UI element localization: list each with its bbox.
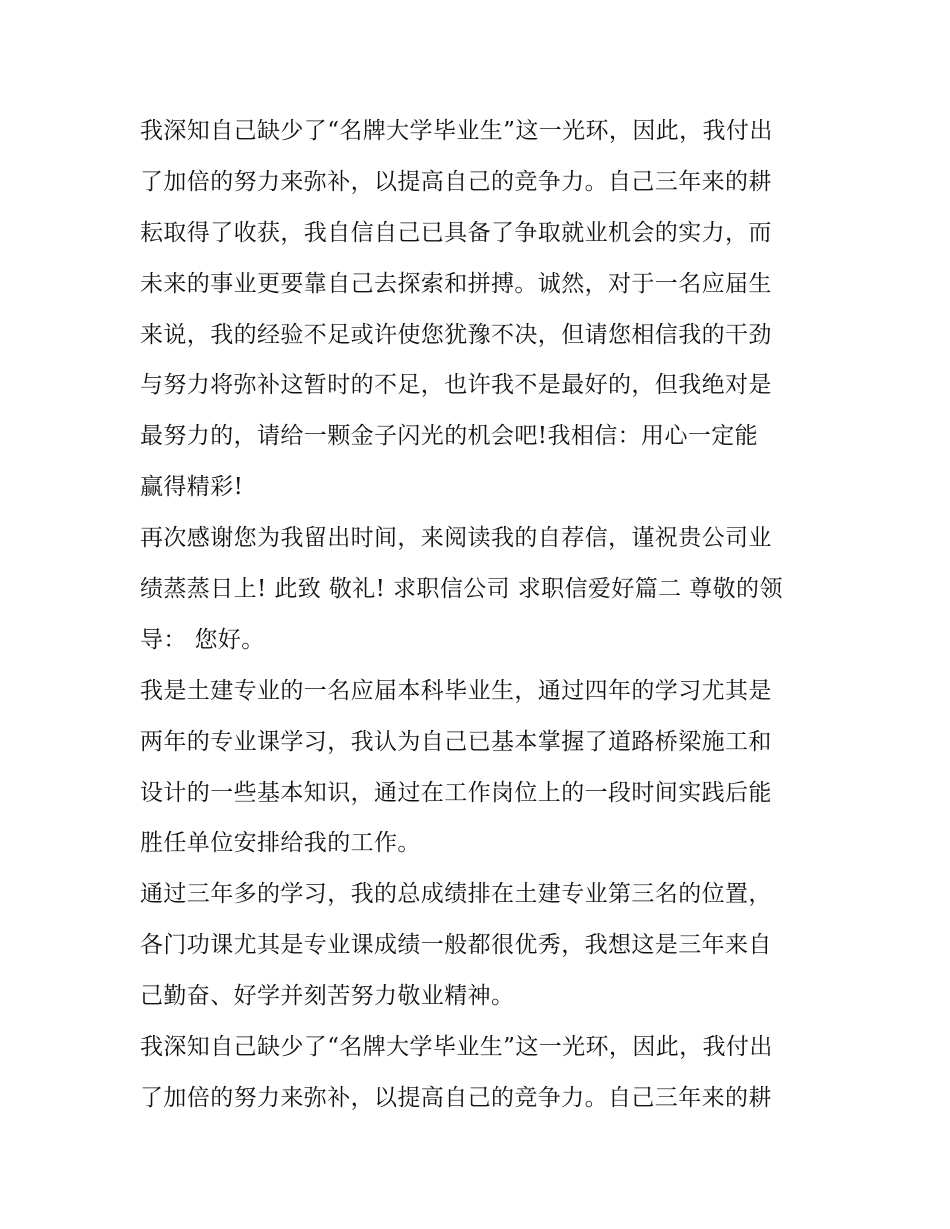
- text-line: 设计的一些基本知识，通过在工作岗位上的一段时间实践后能: [140, 779, 772, 806]
- document-body: [140, 106, 812, 1124]
- text-line: 再次感谢您为我留出时间，来阅读我的自荐信，谨祝贵公司业: [140, 525, 772, 552]
- text-line: 己勤奋、好学并刻苦努力敬业精神。: [140, 983, 515, 1010]
- text-line: 导： 您好。: [140, 626, 265, 653]
- text-line: 与努力将弥补这暂时的不足，也许我不是最好的，但我绝对是: [140, 372, 772, 399]
- text-line: 耘取得了收获，我自信自己已具备了争取就业机会的实力，而: [140, 219, 772, 246]
- text-line: 未来的事业更要靠自己去探索和拼搏。诚然，对于一名应届生: [140, 270, 772, 297]
- text-line: 来说，我的经验不足或许使您犹豫不决，但请您相信我的干劲: [140, 321, 772, 348]
- text-line: 我是土建专业的一名应届本科毕业生，通过四年的学习尤其是: [140, 677, 772, 704]
- text-line: 我深知自己缺少了“名牌大学毕业生”这一光环，因此，我付出: [140, 1034, 773, 1061]
- text-line: 赢得精彩!: [140, 474, 244, 501]
- text-line: 通过三年多的学习，我的总成绩排在土建专业第三名的位置，: [140, 881, 772, 908]
- paragraph-5: [140, 1022, 812, 1124]
- text-line: 了加倍的努力来弥补，以提高自己的竞争力。自己三年来的耕: [140, 1084, 772, 1111]
- text-line: 两年的专业课学习，我认为自己已基本掌握了道路桥梁施工和: [140, 728, 772, 755]
- paragraph-4: [140, 869, 812, 1022]
- paragraph-1: [140, 106, 812, 513]
- paragraph-3: [140, 666, 812, 870]
- text-line: 各门功课尤其是专业课成绩一般都很优秀，我想这是三年来自: [140, 932, 772, 959]
- paragraph-2: [140, 513, 812, 666]
- text-line: 最努力的，请给一颗金子闪光的机会吧!我相信：用心一定能: [140, 423, 759, 450]
- text-line: 胜任单位安排给我的工作。: [140, 830, 421, 857]
- text-line: 了加倍的努力来弥补，以提高自己的竞争力。自己三年来的耕: [140, 168, 772, 195]
- text-line: 绩蒸蒸日上! 此致 敬礼! 求职信公司 求职信爱好篇二 尊敬的领: [140, 576, 783, 603]
- text-line: 我深知自己缺少了“名牌大学毕业生”这一光环，因此，我付出: [140, 118, 773, 144]
